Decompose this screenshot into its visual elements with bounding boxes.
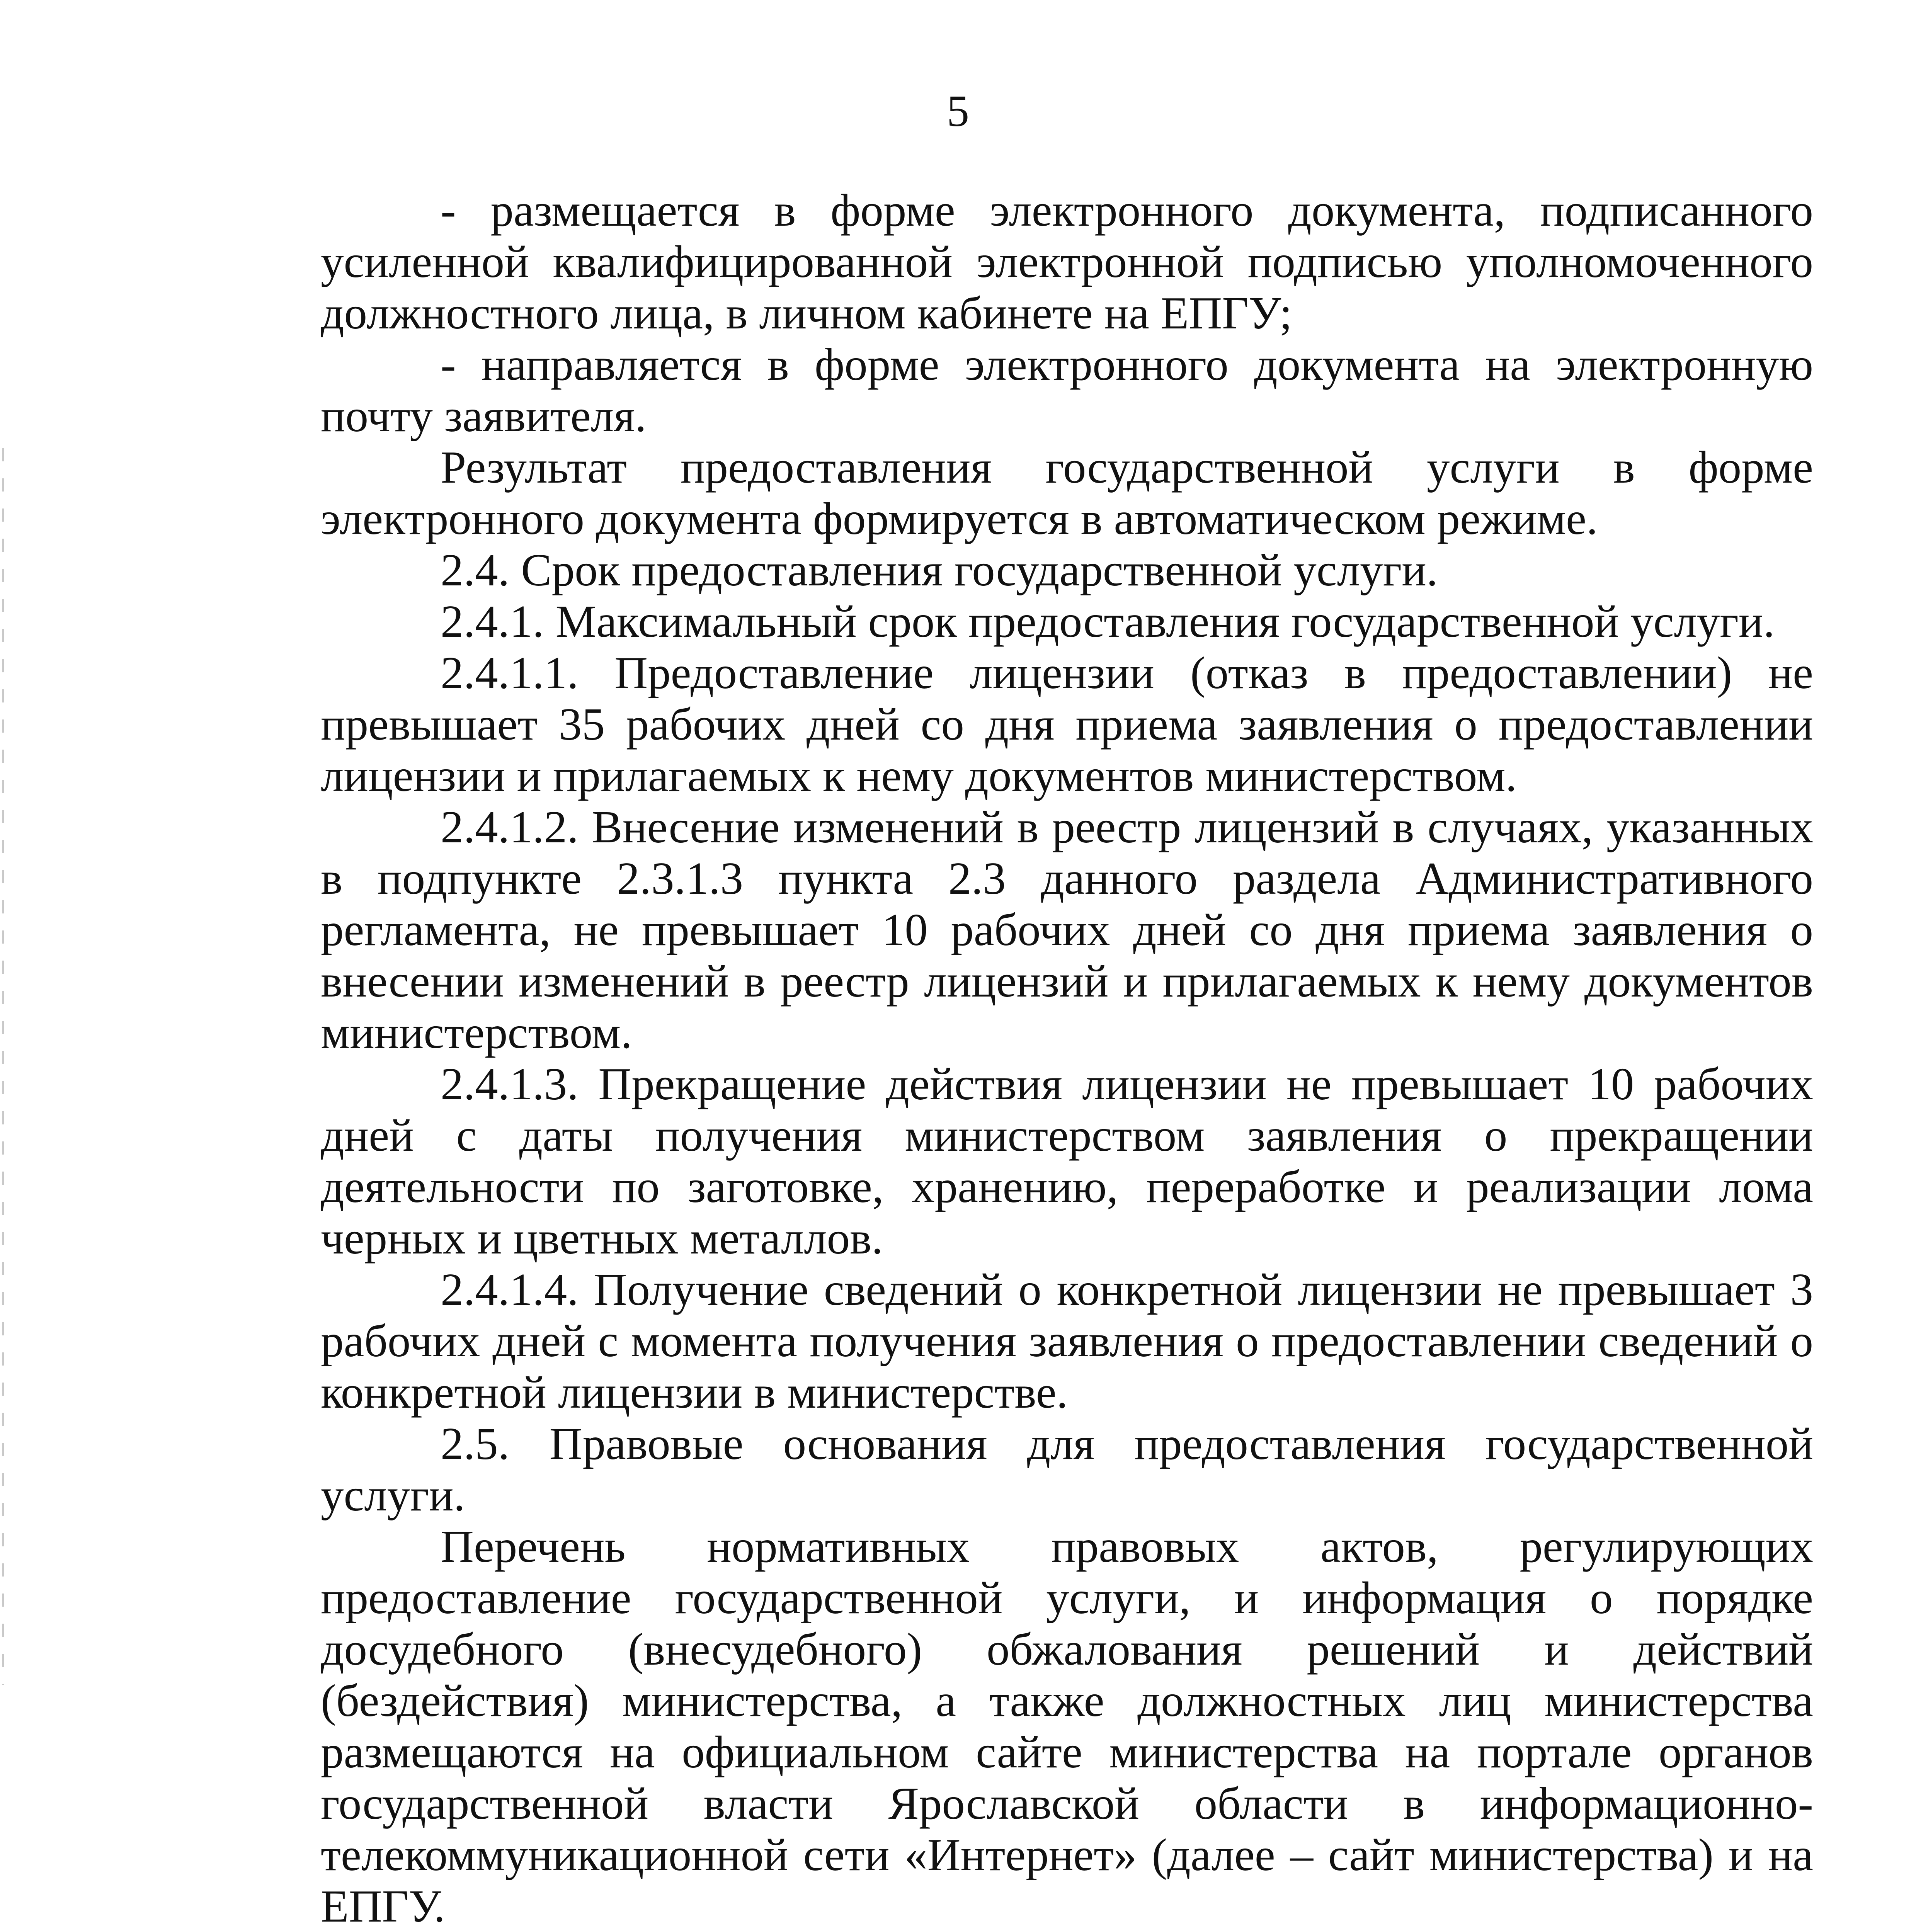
paragraph-2-4-1-1-license-term: 2.4.1.1. Предоставление лицензии (отказ в предоставлении) не превышает 35 рабочих дней со дня приема заявления о предоставлении лицензии и прилагаемых к нему документов министерством. <box>321 647 1813 801</box>
page-number: 5 <box>947 87 969 136</box>
paragraph-2-5-legal-grounds: 2.5. Правовые основания для предоставления государственной услуги. <box>321 1418 1813 1520</box>
paragraph-legal-acts-list: Перечень нормативных правовых актов, регулирующих предоставление государственной услуги, и информация о порядке досудебного (внесудебного) обжалования решений и действий (бездействия) министерства, а также должностных лиц министерства размещаются на официальном сайте министерства на портале органов государственной власти Ярославской области в информационно-телекоммуникационной сети «Интернет» (далее – сайт министерства) и на ЕПГУ. <box>321 1521 1813 1932</box>
document-body <box>321 185 1813 1932</box>
paragraph-2-4-1-3-license-termination: 2.4.1.3. Прекращение действия лицензии не превышает 10 рабочих дней с даты получения министерством заявления о прекращении деятельности по заготовке, хранению, переработке и реализации лома черных и цветных металлов. <box>321 1058 1813 1264</box>
scan-edge-mark <box>2 448 4 1685</box>
paragraph-2-4-1-maximum-term: 2.4.1. Максимальный срок предоставления государственной услуги. <box>441 596 1775 647</box>
paragraph-result-epgu-cabinet: - размещается в форме электронного документа, подписанного усиленной квалифицированной электронной подписью уполномоченного должностного лица, в личном кабинете на ЕПГУ; <box>321 185 1813 338</box>
paragraph-2-4-1-2-registry-changes: 2.4.1.2. Внесение изменений в реестр лицензий в случаях, указанных в подпункте 2.3.1.3 пункта 2.3 данного раздела Административного регламента, не превышает 10 рабочих дней со дня приема заявления о внесении изменений в реестр лицензий и прилагаемых к нему документов министерством. <box>321 801 1813 1058</box>
paragraph-2-4-term: 2.4. Срок предоставления государственной услуги. <box>441 544 1438 595</box>
paragraph-result-email: - направляется в форме электронного документа на электронную почту заявителя. <box>321 339 1813 441</box>
paragraph-result-automatic: Результат предоставления государственной услуги в форме электронного документа формируется в автоматическом режиме. <box>321 442 1813 544</box>
paragraph-2-4-1-4-license-information: 2.4.1.4. Получение сведений о конкретной лицензии не превышает 3 рабочих дней с момента получения заявления о предоставлении сведений о конкретной лицензии в министерстве. <box>321 1264 1813 1418</box>
